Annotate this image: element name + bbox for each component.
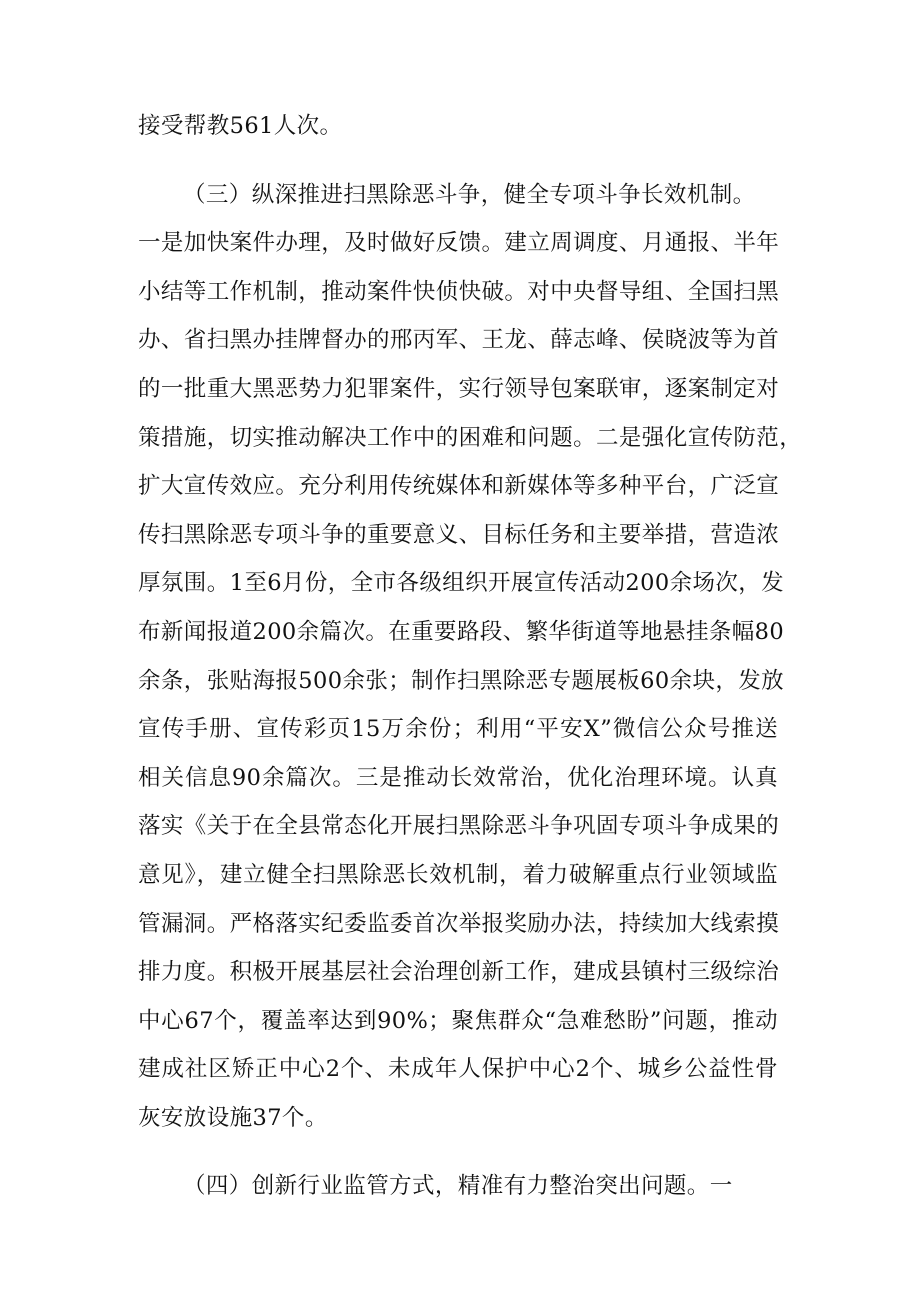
text-line: 落实《关于在全县常态化开展扫黑除恶斗争巩固专项斗争成果的 [138, 813, 780, 840]
text-line: 的一批重大黑恶势力犯罪案件，实行领导包案联审，逐案制定对 [138, 375, 780, 402]
text-line: 中心67个，覆盖率达到90%；聚焦群众“急难愁盼”问题，推动 [138, 1007, 778, 1034]
text-line: 余条，张贴海报500余张；制作扫黑除恶专题展板60余块，发放 [138, 667, 785, 694]
text-line: 小结等工作机制，推动案件快侦快破。对中央督导组、全国扫黑 [138, 278, 780, 305]
text-line: 厚氛围。1至6月份，全市各级组织开展宣传活动200余场次，发 [138, 570, 785, 597]
text-line: 接受帮教561人次。 [138, 113, 343, 139]
text-line: 意见》，建立健全扫黑除恶长效机制，着力破解重点行业领域监 [138, 861, 778, 888]
section-heading-3: （三）纵深推进扫黑除恶斗争，健全专项斗争长效机制。 [183, 181, 756, 208]
text-line: 建成社区矫正中心2个、未成年人保护中心2个、城乡公益性骨 [138, 1056, 778, 1083]
text-line: 宣传手册、宣传彩页15万余份；利用“平安X”微信公众号推送 [138, 716, 778, 743]
text-line: 灰安放设施37个。 [138, 1104, 328, 1131]
document-page [138, 102, 803, 1211]
text-line: 策措施，切实推动解决工作中的困难和问题。二是强化宣传防范， [138, 424, 803, 451]
paragraph-section-3 [138, 171, 803, 1143]
text-line: 一是加快案件办理，及时做好反馈。建立周调度、月通报、半年 [138, 230, 780, 257]
text-line: 相关信息90余篇次。三是推动长效常治，优化治理环境。认真 [138, 764, 778, 791]
text-line: 管漏洞。严格落实纪委监委首次举报奖励办法，持续加大线索摸 [138, 910, 780, 937]
text-line: 布新闻报道200余篇次。在重要路段、繁华街道等地悬挂条幅80 [138, 618, 785, 645]
text-line: 传扫黑除恶专项斗争的重要意义、目标任务和主要举措，营造浓 [138, 521, 780, 548]
paragraph-section-4 [138, 1162, 778, 1211]
text-line: 排力度。积极开展基层社会治理创新工作，建成县镇村三级综治 [138, 959, 780, 986]
paragraph-tail [138, 102, 778, 151]
section-heading-4: （四）创新行业监管方式，精准有力整治突出问题。一 [183, 1173, 733, 1200]
text-line: 扩大宣传效应。充分利用传统媒体和新媒体等多种平台，广泛宣 [138, 473, 780, 500]
text-line: 办、省扫黑办挂牌督办的邢丙军、王龙、薛志峰、侯晓波等为首 [138, 327, 780, 354]
